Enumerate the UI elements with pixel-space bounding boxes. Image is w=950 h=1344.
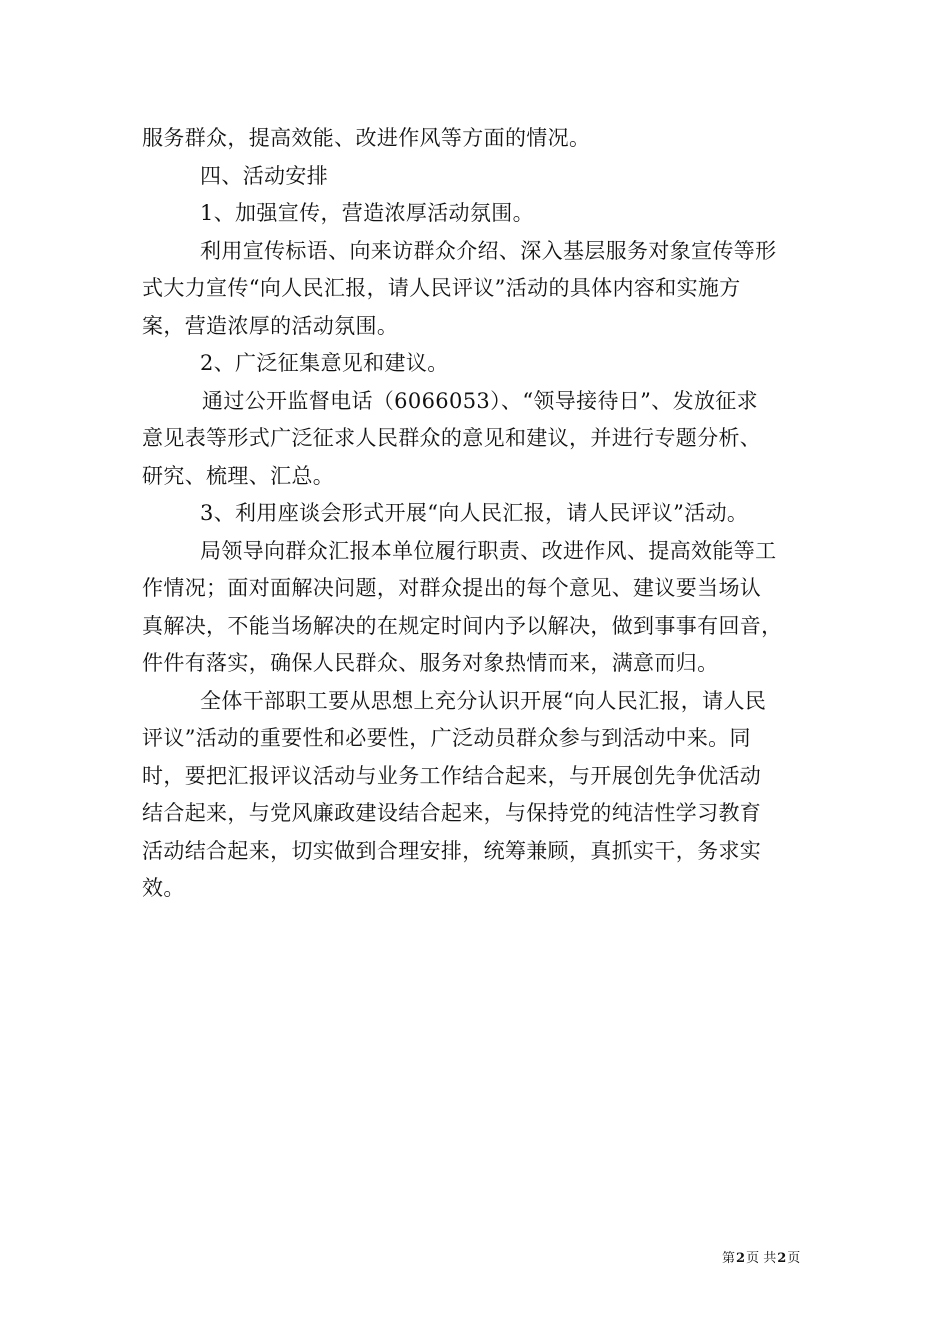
paragraph-line: 活动结合起来，切实做到合理安排，统筹兼顾，真抓实干，务求实 [142, 838, 762, 863]
footer-suffix: 页 [787, 1251, 801, 1266]
paragraph-line: 案，营造浓厚的活动氛围。 [142, 313, 399, 338]
subsection-heading: 3、利用座谈会形式开展“向人民汇报，请人民评议”活动。 [200, 501, 749, 525]
paragraph-line: 作情况；面对面解决问题，对群众提出的每个意见、建议要当场认 [142, 576, 762, 600]
paragraph-line: 真解决，不能当场解决的在规定时间内予以解决，做到事事有回音， [142, 613, 783, 638]
current-page-number: 2 [736, 1251, 746, 1266]
paragraph-line: 通过公开监督电话（6066053）、“领导接待日”、发放征求 [202, 388, 758, 413]
footer-middle: 页 共 [746, 1251, 777, 1266]
paragraph-line: 全体干部职工要从思想上充分认识开展“向人民汇报，请人民 [200, 688, 767, 713]
subsection-heading: 1、加强宣传，营造浓厚活动氛围。 [200, 201, 534, 225]
paragraph-line: 时，要把汇报评议活动与业务工作结合起来，与开展创先争优活动 [142, 763, 762, 788]
paragraph-line: 服务群众，提高效能、改进作风等方面的情况。 [142, 126, 591, 150]
paragraph-line: 利用宣传标语、向来访群众介绍、深入基层服务对象宣传等形 [200, 238, 777, 263]
page-number-footer [722, 1247, 800, 1266]
paragraph-line: 效。 [142, 876, 185, 900]
paragraph-line: 式大力宣传“向人民汇报，请人民评议”活动的具体内容和实施方 [142, 276, 741, 300]
paragraph-line: 件件有落实，确保人民群众、服务对象热情而来，满意而归。 [142, 651, 719, 675]
footer-prefix: 第 [722, 1251, 736, 1266]
paragraph-line: 结合起来，与党风廉政建设结合起来，与保持党的纯洁性学习教育 [142, 801, 762, 825]
total-page-number: 2 [777, 1251, 787, 1266]
subsection-heading: 2、广泛征集意见和建议。 [200, 351, 449, 375]
section-heading: 四、活动安排 [200, 163, 329, 188]
paragraph-line: 局领导向群众汇报本单位履行职责、改进作风、提高效能等工 [200, 538, 777, 563]
paragraph-line: 研究、梳理、汇总。 [142, 463, 335, 488]
document-body [142, 120, 817, 908]
paragraph-line: 意见表等形式广泛征求人民群众的意见和建议，并进行专题分析、 [142, 426, 762, 450]
paragraph-line: 评议”活动的重要性和必要性，广泛动员群众参与到活动中来。同 [142, 726, 751, 750]
